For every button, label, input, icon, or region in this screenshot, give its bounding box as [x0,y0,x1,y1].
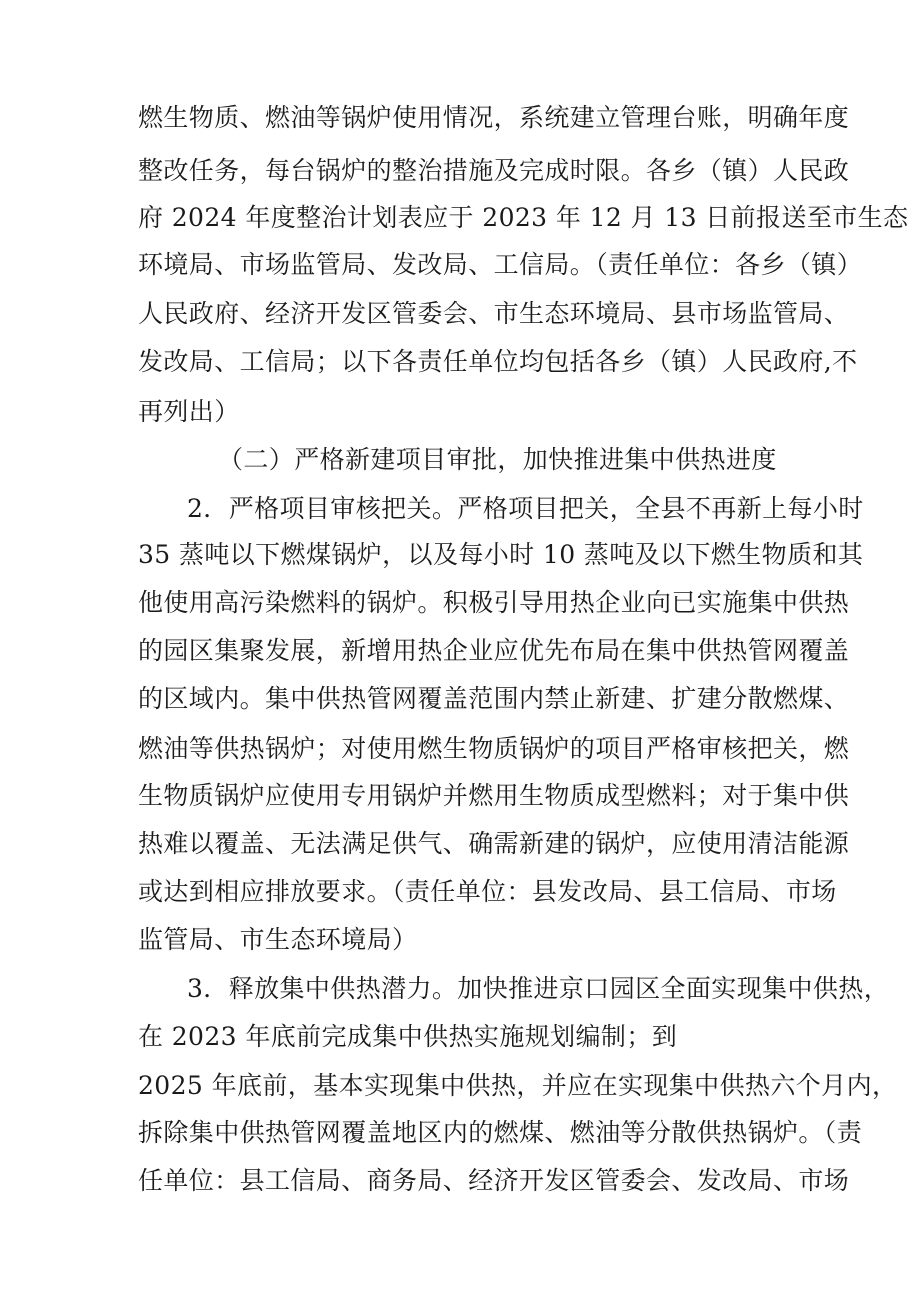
text-line-7: 再列出） [138,397,240,426]
text-line-2: 整改任务，每台锅炉的整治措施及完成时限。各乡（镇）人民政 [138,156,850,185]
text-line-20: 在 2023 年底前完成集中供热实施规划编制；到 [138,1022,678,1051]
text-line-23: 任单位：县工信局、商务局、经济开发区管委会、发改局、市场 [138,1166,850,1195]
text-line-18: 监管局、市生态环境局） [138,925,418,954]
text-line-10: 35 蒸吨以下燃煤锅炉，以及每小时 10 蒸吨及以下燃生物质和其 [138,540,864,569]
text-line-19: 3．释放集中供热潜力。加快推进京口园区全面实现集中供热， [187,974,890,1003]
text-line-17: 或达到相应排放要求。（责任单位：县发改局、县工信局、市场 [138,877,837,906]
text-line-16: 热难以覆盖、无法满足供气、确需新建的锅炉，应使用清洁能源 [138,829,850,858]
text-line-6: 发改局、工信局；以下各责任单位均包括各乡（镇）人民政府,不 [138,347,858,376]
text-line-13: 的区域内。集中供热管网覆盖范围内禁止新建、扩建分散燃煤、 [138,684,850,713]
text-line-21: 2025 年底前，基本实现集中供热，并应在实现集中供热六个月内， [138,1071,898,1100]
text-line-11: 他使用高污染燃料的锅炉。积极引导用热企业向已实施集中供热 [138,588,850,617]
text-line-22: 拆除集中供热管网覆盖地区内的燃煤、燃油等分散供热锅炉。（责 [138,1118,863,1147]
text-line-15: 生物质锅炉应使用专用锅炉并燃用生物质成型燃料；对于集中供 [138,781,850,810]
section-heading: （二）严格新建项目审批，加快推进集中供热进度 [218,445,777,474]
text-line-9: 2．严格项目审核把关。严格项目把关，全县不再新上每小时 [187,494,864,523]
text-line-3: 府 2024 年度整治计划表应于 2023 年 12 月 13 日前报送至市生态 [138,203,909,232]
text-line-5: 人民政府、经济开发区管委会、市生态环境局、县市场监管局、 [138,299,850,328]
text-line-12: 的园区集聚发展，新增用热企业应优先布局在集中供热管网覆盖 [138,636,850,665]
text-line-14: 燃油等供热锅炉；对使用燃生物质锅炉的项目严格审核把关，燃 [138,734,850,763]
text-line-4: 环境局、市场监管局、发改局、工信局。（责任单位：各乡（镇） [138,250,863,279]
text-line-1: 燃生物质、燃油等锅炉使用情况，系统建立管理台账，明确年度 [138,103,850,132]
